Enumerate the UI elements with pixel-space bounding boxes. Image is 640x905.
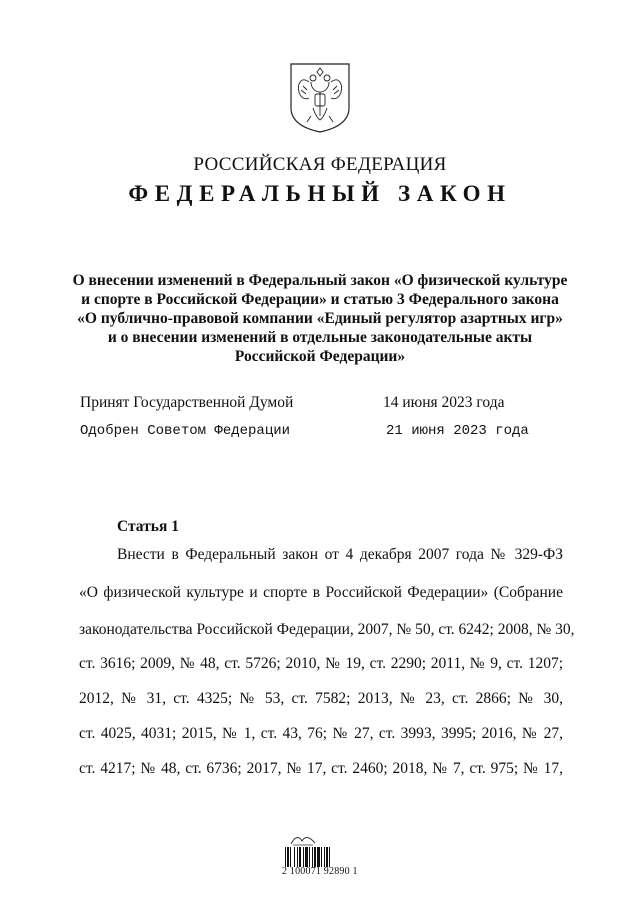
- law-title: [40, 271, 600, 366]
- barcode-number: 2 100071 92890 1: [282, 866, 358, 877]
- article-text-line: ст. 3616; 2009, № 48, ст. 5726; 2010, № 19, ст. 2290; 2011, № 9, ст. 1207;: [79, 655, 563, 672]
- coat-of-arms-emblem: [289, 62, 351, 134]
- duma-adoption-date: 14 июня 2023 года: [383, 394, 505, 411]
- article-text-line: Внести в Федеральный закон от 4 декабря 2007 года № 329-ФЗ: [117, 546, 563, 563]
- title-line: Российской Федерации»: [234, 348, 406, 365]
- article-text-line: законодательства Российской Федерации, 2007, № 50, ст. 6242; 2008, № 30,: [79, 621, 575, 638]
- duma-adoption-label: Принят Государственной Думой: [80, 394, 294, 411]
- title-line: О внесении изменений в Федеральный закон «О физической культуре: [72, 272, 568, 289]
- council-approval-label: Одобрен Советом Федерации: [80, 423, 291, 439]
- document-type-heading: ФЕДЕРАЛЬНЫЙ ЗАКОН: [128, 181, 512, 206]
- title-line: и спорте в Российской Федерации» и статью 3 Федерального закона: [81, 291, 559, 308]
- article-heading: Статья 1: [117, 518, 179, 535]
- barcode: [285, 847, 359, 867]
- title-line: «О публично-правовой компании «Единый регулятор азартных игр»: [77, 310, 563, 327]
- country-heading: РОССИЙСКАЯ ФЕДЕРАЦИЯ: [193, 154, 447, 175]
- article-text-line: ст. 4025, 4031; 2015, № 1, ст. 43, 76; № 27, ст. 3993, 3995; 2016, № 27,: [79, 725, 563, 742]
- article-text-line: ст. 4217; № 48, ст. 6736; 2017, № 17, ст. 2460; 2018, № 7, ст. 975; № 17,: [79, 760, 563, 777]
- article-text-line: «О физической культуре и спорте в Российской Федерации» (Собрание: [79, 584, 563, 601]
- article-text-line: 2012, № 31, ст. 4325; № 53, ст. 7582; 2013, № 23, ст. 2866; № 30,: [79, 690, 563, 707]
- barcode-bar: [330, 847, 333, 867]
- council-approval-date: 21 июня 2023 года: [386, 423, 529, 439]
- title-line: и о внесении изменений в отдельные законодательные акты: [107, 329, 533, 346]
- print-stamp-icon: [289, 833, 317, 847]
